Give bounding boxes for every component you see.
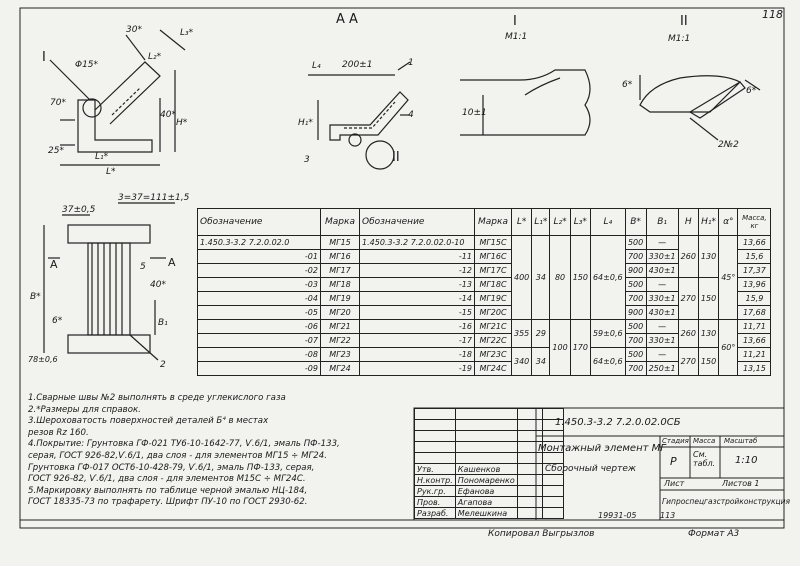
cell-h1: 150 — [698, 278, 718, 320]
cell-mass: 13,15 — [738, 362, 771, 376]
cell-mass: 11,21 — [738, 348, 771, 362]
organization: Гипроспецгазстройконструкция — [662, 497, 791, 506]
cell-designation: -04 — [198, 292, 321, 306]
cell-l3: 170 — [570, 320, 590, 376]
section-label: А А — [336, 12, 358, 27]
cell-b: 700 — [625, 292, 646, 306]
dim-detail2-a: 6* — [622, 80, 633, 90]
note-line: ГОСТ 926-82, Ѵ.6/1, два слоя - для элементов М15С ÷ МГ24С. — [28, 474, 306, 485]
cell-mark: МГ20 — [321, 306, 360, 320]
cell-mark-2: МГ20С — [475, 306, 512, 320]
person-name: Пономаренко — [455, 475, 517, 486]
th-h: H — [678, 209, 698, 236]
cell-mark: МГ19 — [321, 292, 360, 306]
sheets-count: Листов 1 — [722, 479, 760, 488]
page-ref: 113 — [660, 511, 676, 520]
cell-b: 700 — [625, 362, 646, 376]
callout-1: 1 — [408, 58, 414, 68]
cell-l1: 34 — [532, 236, 550, 320]
section-mark-left: A — [50, 258, 58, 271]
cell-b1: 430±1 — [646, 306, 678, 320]
cell-b: 500 — [625, 236, 646, 250]
cell-b: 500 — [625, 278, 646, 292]
role: Н.контр. — [415, 475, 456, 486]
th-b: B* — [625, 209, 646, 236]
note-line: 3.Шероховатость поверхностей деталей Б⁴ в местах — [28, 416, 269, 427]
doc-title: Монтажный элемент МГ — [538, 443, 666, 454]
cell-designation-2: -12 — [360, 264, 475, 278]
role: Пров. — [415, 497, 456, 508]
cell-mark-2: МГ21С — [475, 320, 512, 334]
cell-alpha: 45° — [719, 236, 738, 320]
th-l: L* — [512, 209, 532, 236]
cell-designation-2: -11 — [360, 250, 475, 264]
detail-1-scale: М1:1 — [505, 32, 528, 42]
cell-b1: 330±1 — [646, 250, 678, 264]
role: Утв. — [415, 464, 456, 475]
th-b1: B₁ — [646, 209, 678, 236]
cell-h: 270 — [678, 278, 698, 320]
th-mark-2: Марка — [475, 209, 512, 236]
approval-row — [415, 508, 564, 519]
cell-mark-2: МГ24С — [475, 362, 512, 376]
inv-number: 19931-05 — [598, 511, 637, 520]
dim-6: 6* — [52, 316, 63, 326]
cell-designation: 1.450.3-3.2 7.2.0.02.0 — [198, 236, 321, 250]
mass-value: См. табл. — [693, 450, 716, 468]
cell-b1: 330±1 — [646, 292, 678, 306]
table-row — [198, 320, 771, 334]
cell-b: 900 — [625, 264, 646, 278]
cell-mark: МГ21 — [321, 320, 360, 334]
mass-header: Масса — [693, 437, 716, 445]
th-l3: L₃* — [570, 209, 590, 236]
th-designation-2: Обозначение — [360, 209, 475, 236]
note-line: ГОСТ 18335-73 по трафарету. Шрифт ПУ-10 по ГОСТ 2930-62. — [28, 497, 308, 508]
th-alpha: α° — [719, 209, 738, 236]
cell-b1: 430±1 — [646, 264, 678, 278]
cell-mark-2: МГ18С — [475, 278, 512, 292]
dim-l4: L₄ — [312, 61, 321, 71]
person-name: Агапова — [455, 497, 517, 508]
cell-h1: 130 — [698, 320, 718, 348]
approval-table — [414, 408, 564, 519]
cell-designation: -06 — [198, 320, 321, 334]
dim-40-front: 40* — [150, 280, 166, 290]
cell-b1: — — [646, 236, 678, 250]
cell-designation: -03 — [198, 278, 321, 292]
table-row — [198, 278, 771, 292]
th-l4: L₄ — [590, 209, 625, 236]
cell-designation-2: -18 — [360, 348, 475, 362]
person-name: Кашенков — [455, 464, 517, 475]
cell-h: 260 — [678, 236, 698, 278]
cell-b: 500 — [625, 320, 646, 334]
cell-mark-2: МГ16С — [475, 250, 512, 264]
person-name: Ефанова — [455, 486, 517, 497]
detail-2-callout: II — [392, 150, 400, 165]
cell-l3: 150 — [570, 236, 590, 320]
th-l2: L₂* — [550, 209, 570, 236]
cell-designation-2: 1.450.3-3.2 7.2.0.02.0-10 — [360, 236, 475, 250]
cell-designation-2: -14 — [360, 292, 475, 306]
detail-1-callout: I — [42, 50, 46, 65]
dim-detail1: 10±1 — [462, 108, 487, 118]
doc-subtitle: Сборочный чертеж — [545, 464, 637, 474]
approval-row — [415, 464, 564, 475]
dim-angle-30: 30* — [126, 25, 142, 35]
cell-l1: 29 — [532, 320, 550, 348]
dim-h: H* — [176, 118, 188, 128]
notes-block — [28, 393, 340, 509]
cell-alpha: 60° — [719, 320, 738, 376]
cell-mass: 15,9 — [738, 292, 771, 306]
dim-h1: H₁* — [298, 118, 313, 128]
cell-b: 700 — [625, 250, 646, 264]
cell-mark-2: МГ19С — [475, 292, 512, 306]
dim-detail2-b: 6* — [746, 86, 757, 96]
cell-l4: 64±0,6 — [590, 236, 625, 320]
cell-mark-2: МГ15С — [475, 236, 512, 250]
cell-l4: 64±0,6 — [590, 348, 625, 376]
cell-mass: 17,68 — [738, 306, 771, 320]
cell-designation: -09 — [198, 362, 321, 376]
table-row — [198, 348, 771, 362]
cell-b1: 250±1 — [646, 362, 678, 376]
cell-mark-2: МГ17С — [475, 264, 512, 278]
cell-designation: -01 — [198, 250, 321, 264]
cell-mass: 13,66 — [738, 236, 771, 250]
cell-mark: МГ15 — [321, 236, 360, 250]
approval-row — [415, 497, 564, 508]
stage-value: Р — [670, 455, 677, 468]
cell-designation-2: -16 — [360, 320, 475, 334]
detail-1-drawing — [460, 70, 590, 135]
scale-header: Масштаб — [724, 437, 758, 445]
page-number: 118 — [762, 8, 783, 21]
note-line: 5.Маркировку выполнять по таблице черной эмалью НЦ-184, — [28, 485, 308, 496]
cell-mass: 17,37 — [738, 264, 771, 278]
dim-b1: B₁ — [158, 318, 168, 328]
dim-b: B* — [30, 292, 41, 302]
doc-code: 1.450.3-3.2 7.2.0.02.0СБ — [555, 417, 681, 428]
detail-1-title: I — [513, 14, 517, 29]
stage-header: Стадия — [662, 437, 689, 445]
cell-mark-2: МГ22С — [475, 334, 512, 348]
cell-mark: МГ22 — [321, 334, 360, 348]
cell-mark: МГ18 — [321, 278, 360, 292]
dim-pitch: 3=37=111±1,5 — [118, 193, 190, 203]
dim-37: 37±0,5 — [62, 205, 96, 215]
cell-h1: 150 — [698, 348, 718, 376]
cell-b: 700 — [625, 334, 646, 348]
th-mass: Масса, кг — [738, 209, 771, 236]
dim-l3: L₃* — [180, 28, 194, 38]
cell-designation: -05 — [198, 306, 321, 320]
cell-mass: 13,96 — [738, 278, 771, 292]
detail-2-drawing — [640, 75, 760, 140]
copied-by: Копировал Выгрызлов — [488, 529, 595, 539]
cell-designation-2: -15 — [360, 306, 475, 320]
cell-l2: 80 — [550, 236, 570, 320]
cell-b1: — — [646, 320, 678, 334]
cell-l: 355 — [512, 320, 532, 348]
cell-designation-2: -13 — [360, 278, 475, 292]
table-row — [198, 236, 771, 250]
cell-h1: 130 — [698, 236, 718, 278]
th-designation: Обозначение — [198, 209, 321, 236]
cell-l: 400 — [512, 236, 532, 320]
dim-l2: L₂* — [148, 52, 162, 62]
note-line: 1.Сварные швы №2 выполнять в среде углекислого газа — [28, 393, 286, 403]
cell-b: 900 — [625, 306, 646, 320]
cell-mark: МГ17 — [321, 264, 360, 278]
weld-callout: 2№2 — [718, 140, 739, 150]
cell-b: 500 — [625, 348, 646, 362]
cell-mark-2: МГ23С — [475, 348, 512, 362]
cell-h: 260 — [678, 320, 698, 348]
cell-designation: -08 — [198, 348, 321, 362]
cell-h: 270 — [678, 348, 698, 376]
approval-row — [415, 475, 564, 486]
detail-2-title: II — [680, 14, 688, 29]
th-mark: Марка — [321, 209, 360, 236]
note-line: серая, ГОСТ 926-82,Ѵ.6/1, два слоя - для элементов МГ15 ÷ МГ24. — [28, 450, 327, 461]
cell-designation: -02 — [198, 264, 321, 278]
cell-designation-2: -19 — [360, 362, 475, 376]
cell-mass: 13,66 — [738, 334, 771, 348]
sheet-label: Лист — [664, 479, 685, 488]
dim-70: 70* — [50, 98, 66, 108]
cell-b1: — — [646, 278, 678, 292]
cell-l4: 59±0,6 — [590, 320, 625, 348]
approval-row — [415, 486, 564, 497]
format-label: Формат А3 — [688, 529, 740, 539]
note-line: резов Rz 160. — [28, 427, 89, 438]
note-line: Грунтовка ГФ-017 ОСТ6-10-428-79, Ѵ.6/1, эмаль ПФ-133, серая, — [28, 462, 315, 473]
cell-mark: МГ23 — [321, 348, 360, 362]
spec-table — [197, 208, 771, 376]
cell-l: 340 — [512, 348, 532, 376]
person-name: Мелешкина — [455, 508, 517, 519]
left-view-drawing — [50, 30, 188, 165]
cell-mass: 11,71 — [738, 320, 771, 334]
cell-designation-2: -17 — [360, 334, 475, 348]
callout-4: 4 — [408, 110, 414, 120]
dim-l: L* — [106, 167, 116, 177]
dim-40: 40* — [160, 110, 176, 120]
callout-5: 5 — [140, 262, 146, 272]
cell-designation: -07 — [198, 334, 321, 348]
section-mark-right: A — [168, 256, 176, 269]
dim-200: 200±1 — [342, 60, 373, 70]
callout-3: 3 — [304, 155, 310, 165]
note-line: 4.Покрытие: Грунтовка ГФ-021 ТУ6-10-1642-77, Ѵ.6/1, эмаль ПФ-133, — [28, 439, 340, 450]
note-line: 2.*Размеры для справок. — [28, 404, 141, 415]
cell-b1: 330±1 — [646, 334, 678, 348]
cell-mass: 15,6 — [738, 250, 771, 264]
cell-b1: — — [646, 348, 678, 362]
cell-l2: 100 — [550, 320, 570, 376]
dim-l1: L₁* — [95, 152, 109, 162]
dim-25: 25* — [48, 146, 64, 156]
dim-hole: Φ15* — [75, 60, 99, 70]
cell-mark: МГ24 — [321, 362, 360, 376]
scale-value: 1:10 — [735, 455, 758, 466]
role: Рук.гр. — [415, 486, 456, 497]
cell-mark: МГ16 — [321, 250, 360, 264]
callout-2: 2 — [160, 360, 166, 370]
th-h1: H₁* — [698, 209, 718, 236]
detail-2-scale: М1:1 — [668, 34, 691, 44]
th-l1: L₁* — [532, 209, 550, 236]
cell-l1: 34 — [532, 348, 550, 376]
dim-78: 78±0,6 — [28, 355, 58, 364]
role: Разраб. — [415, 508, 456, 519]
